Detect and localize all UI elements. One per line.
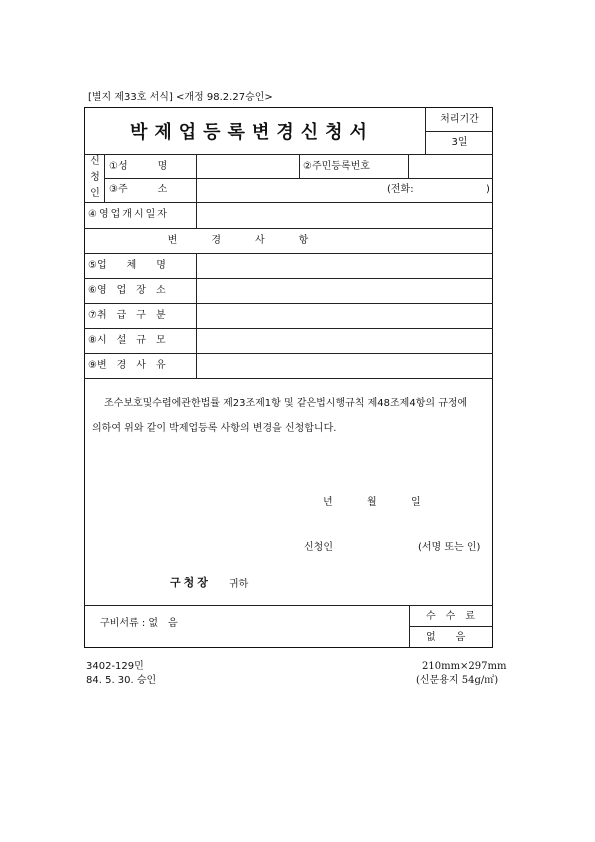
footer-approved: 84. 5. 30. 승인 <box>86 675 157 686</box>
processing-period-value: 3일 <box>451 137 468 148</box>
handling-type-field[interactable] <box>197 304 492 328</box>
business-place-field[interactable] <box>197 279 492 303</box>
resident-number-label: ②주민등록번호 <box>303 161 370 172</box>
statement-line-1: 조수보호및수렵에관한법률 제23조제1항 및 같은법시행규칙 제48조제4항의 규정에 <box>104 398 468 409</box>
form-title: 박제업등록변경신청서 <box>130 122 374 143</box>
change-item-reason: ⑨변 경 사 유 <box>88 360 166 371</box>
applicant-sign-label: 신청인 <box>304 542 333 553</box>
change-item-company-name: ⑤업 체 명 <box>88 260 166 271</box>
fee-label: 수 수 료 <box>426 611 475 622</box>
phone-label: (전화: <box>387 184 414 195</box>
recipient-name: 구청장 <box>170 576 211 589</box>
resident-number-field[interactable] <box>409 155 492 178</box>
processing-period-label: 처리기간 <box>440 114 479 125</box>
start-date-label: ④영업개시일자 <box>88 209 169 220</box>
fee-value: 없 음 <box>426 632 466 643</box>
change-item-handling-type: ⑦취 급 구 분 <box>88 310 166 321</box>
address-label: ③주 소 <box>109 184 168 195</box>
applicant-label-3: 인 <box>90 188 100 199</box>
footer-paper: (신문용지 54g/㎡) <box>416 675 499 686</box>
facility-size-field[interactable] <box>197 329 492 353</box>
address-field[interactable] <box>197 179 492 202</box>
date-year: 년 <box>323 497 333 508</box>
recipient-suffix: 귀하 <box>229 579 249 590</box>
start-date-field[interactable] <box>197 203 492 228</box>
applicant-label-2: 청 <box>90 172 100 183</box>
date-day: 일 <box>411 497 421 508</box>
signature-note: (서명 또는 인) <box>418 542 481 553</box>
date-month: 월 <box>367 497 377 508</box>
company-name-field[interactable] <box>197 254 492 278</box>
signature-field[interactable] <box>340 538 414 558</box>
changes-header: 변 경 사 항 <box>167 235 321 246</box>
name-label: ①성 명 <box>109 161 168 172</box>
change-item-business-place: ⑥영 업 장 소 <box>88 285 166 296</box>
form-header: [별지 제33호 서식] <개정 98.2.27승인> <box>88 92 273 103</box>
footer-code: 3402-129민 <box>86 661 144 672</box>
phone-close: ) <box>486 184 490 195</box>
footer-size: 210mm×297mm <box>422 661 507 672</box>
change-item-facility-size: ⑧시 설 규 모 <box>88 335 166 346</box>
change-reason-field[interactable] <box>197 354 492 378</box>
applicant-label-1: 신 <box>90 156 100 167</box>
required-documents: 구비서류 : 없 음 <box>100 618 178 629</box>
name-field[interactable] <box>197 155 299 178</box>
statement-line-2: 의하여 위와 같이 박제업등록 사항의 변경을 신청합니다. <box>92 423 337 434</box>
